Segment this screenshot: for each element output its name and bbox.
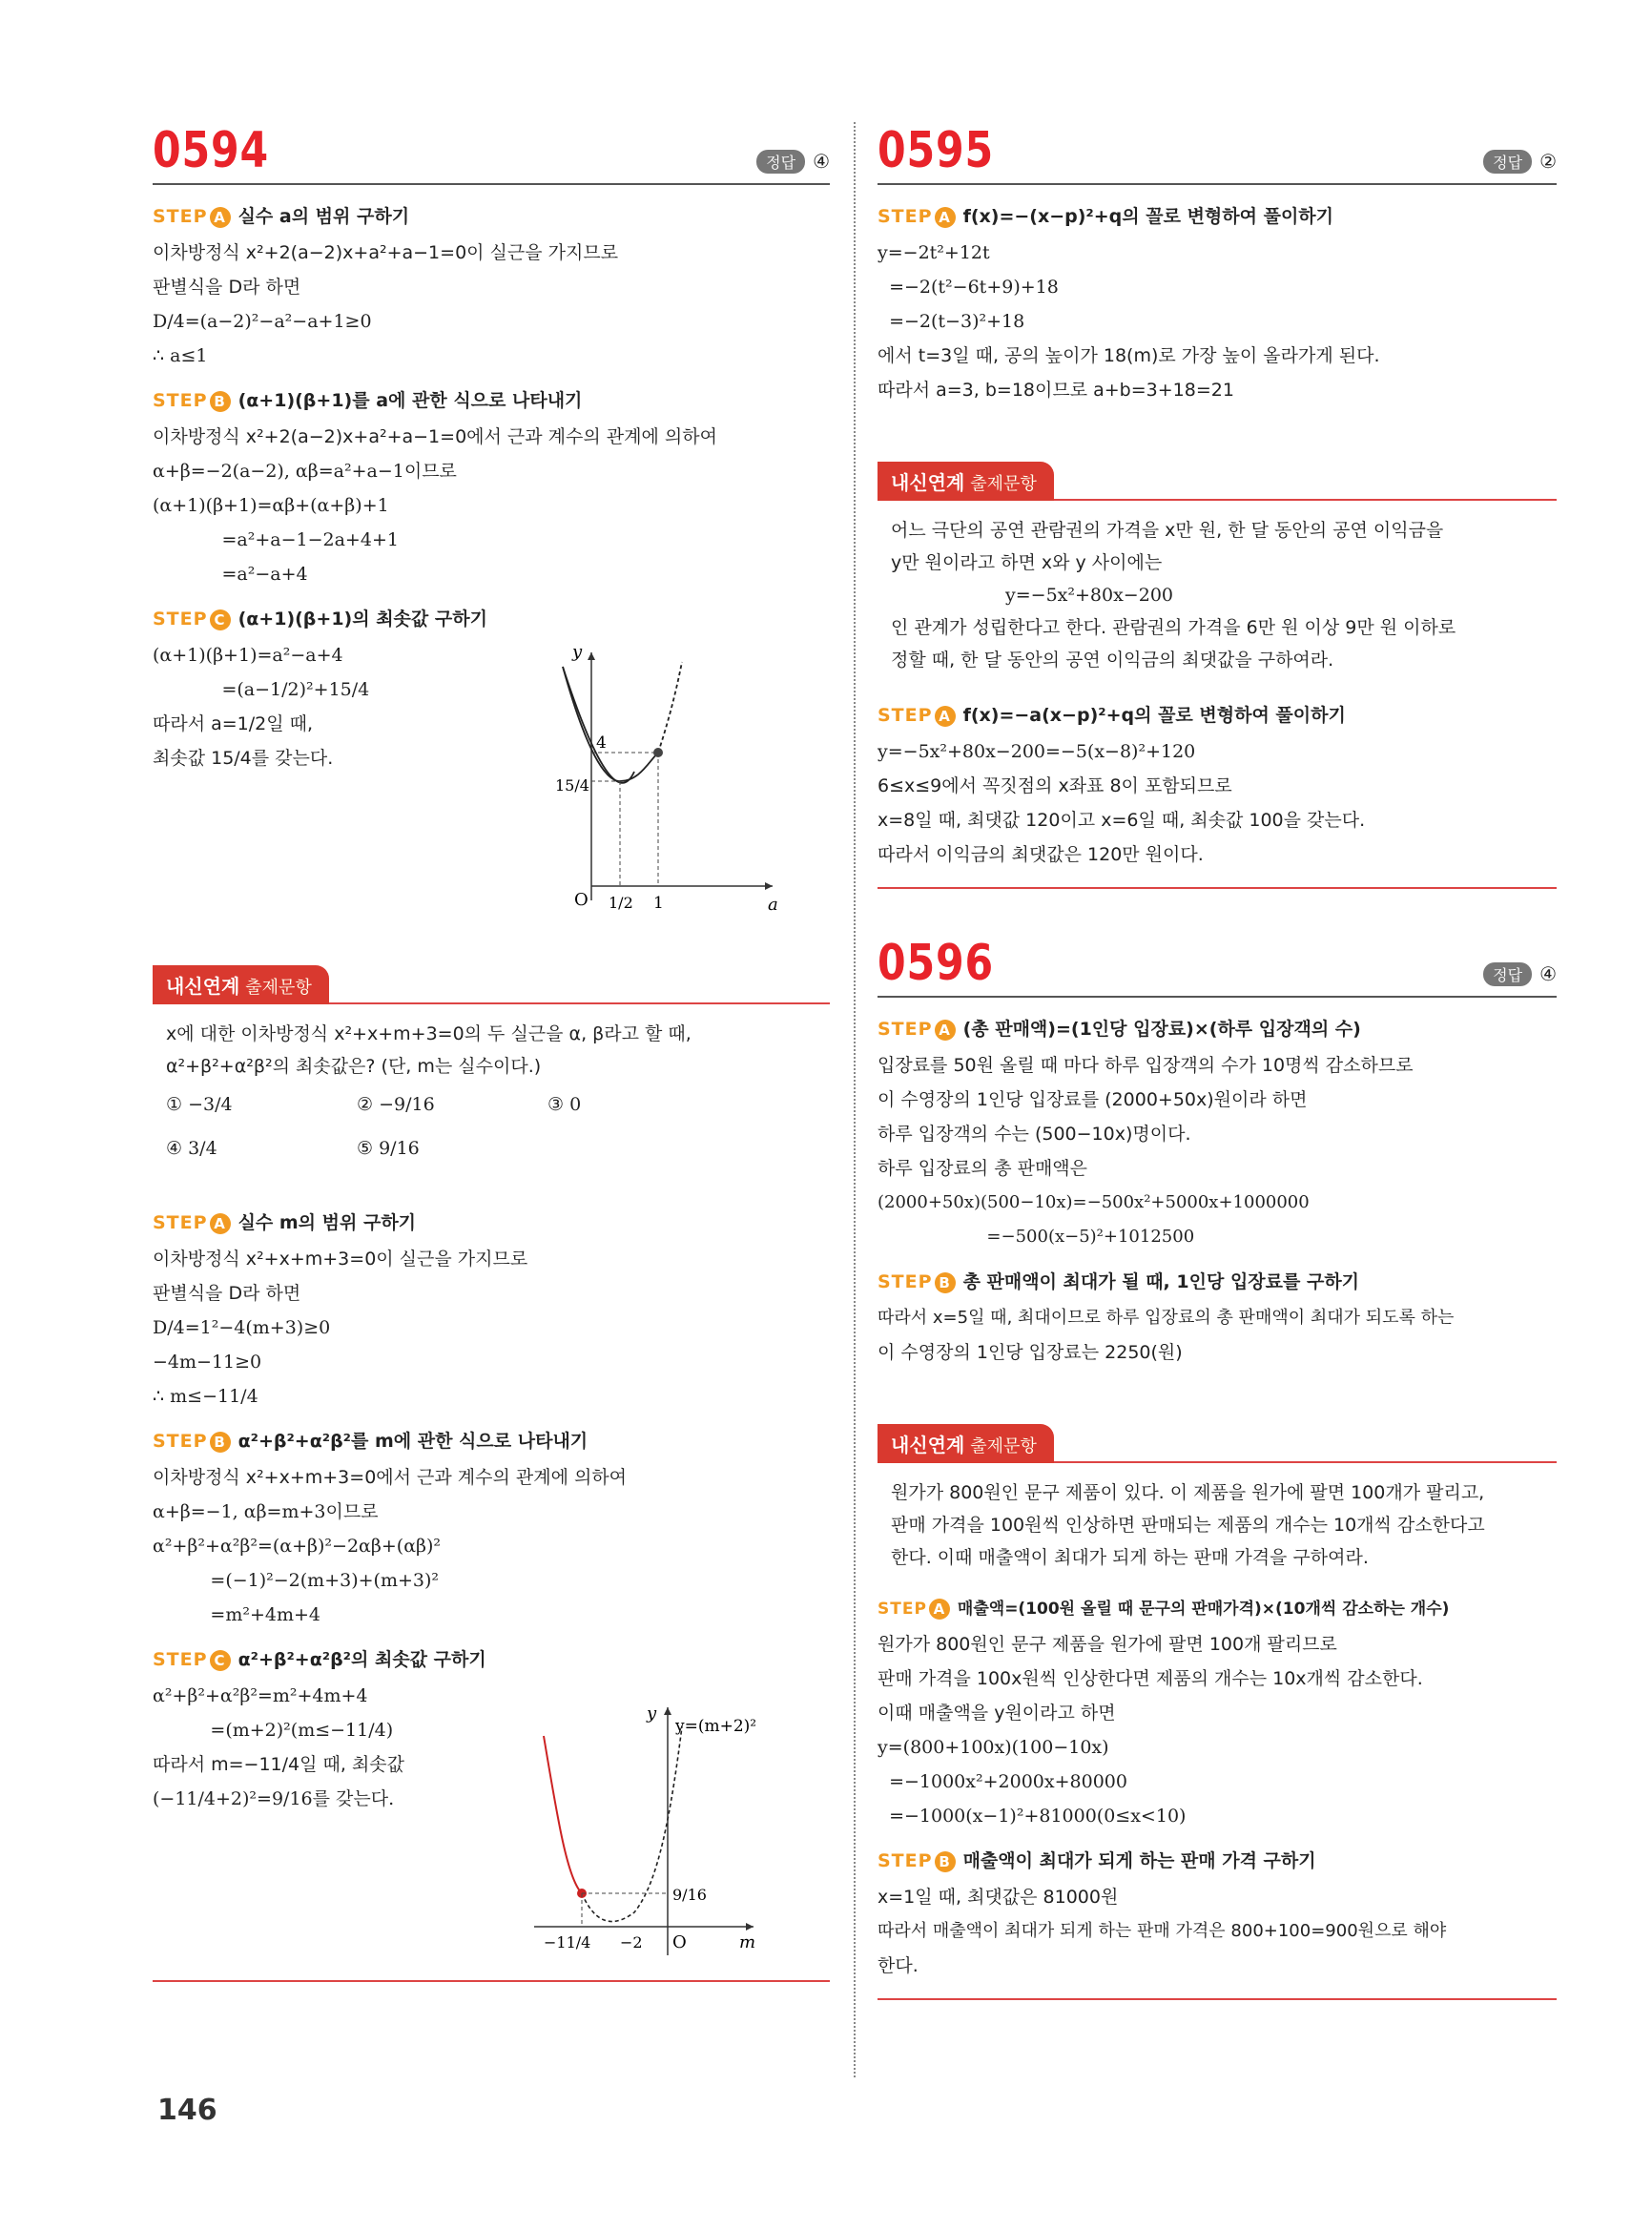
section-end-line: [153, 1980, 830, 1982]
y-axis-arrow-icon: [664, 1707, 671, 1715]
solution-line: y=−2t²+12t: [878, 242, 990, 263]
answer-choices: [153, 1083, 738, 1170]
section-end-line: [878, 1998, 1557, 2000]
solution-line: y=−5x²+80x−200=−5(x−8)²+120: [878, 741, 1196, 762]
problem-header-0594: [153, 114, 830, 185]
related-banner-right-2: 내신연계 출제문항: [878, 1417, 1557, 1463]
solution-line: 입장료를 50원 올릴 때 마다 하루 입장객의 수가 10명씩 감소하므로: [878, 1055, 1414, 1076]
solution-line: 따라서 m=−11/4일 때, 최솟값: [153, 1754, 405, 1775]
problem-line: y만 원이라고 하면 x와 y 사이에는: [891, 552, 1163, 573]
x-axis-arrow-icon: [746, 1923, 754, 1931]
solution-line: 최솟값 15/4를 갖는다.: [153, 748, 334, 769]
curve-label: y=(m+2)²: [675, 1717, 757, 1736]
solution-line: α+β=−2(a−2), αβ=a²+a−1이므로: [153, 461, 457, 482]
step-a-heading: STEP A 실수 a의 범위 구하기: [153, 206, 410, 227]
step-a-body: [878, 734, 1557, 872]
step-b-heading: STEP B (α+1)(β+1)를 a에 관한 식으로 나타내기: [153, 390, 583, 411]
solution-line: =m²+4m+4: [153, 1604, 320, 1625]
right-column: [878, 114, 1557, 2000]
solution-line: 따라서 a=1/2일 때,: [153, 713, 314, 734]
column-divider: [854, 122, 856, 2077]
step-a-body: [878, 1048, 1557, 1254]
parabola-graph-a: [553, 638, 792, 915]
problem-line: 인 관계가 성립한다고 한다. 관람권의 가격을 6만 원 이상 9만 원 이하로: [891, 617, 1456, 638]
choice-4: ④ 3/4: [166, 1138, 217, 1159]
tick-label-half: 1/2: [609, 894, 633, 912]
choice-3: ③ 0: [547, 1094, 582, 1115]
solution-line: =−1000x²+2000x+80000: [878, 1771, 1127, 1792]
solution-line: 하루 입장객의 수는 (500−10x)명이다.: [878, 1124, 1191, 1145]
curve-solid: [563, 667, 634, 783]
solution-line: =a²−a+4: [153, 564, 308, 585]
curve-dashed: [658, 662, 682, 753]
problem-line: 판매 가격을 100원씩 인상하면 판매되는 제품의 개수는 10개씩 감소한다고: [891, 1515, 1485, 1536]
solution-line: =(m+2)²(m≤−11/4): [153, 1720, 394, 1741]
related-banner-right-1: 내신연계 출제문항: [878, 455, 1557, 501]
problem-line: 한다. 이때 매출액이 최대가 되게 하는 판매 가격을 구하여라.: [891, 1547, 1369, 1568]
solution-line: =−500(x−5)²+1012500: [878, 1227, 1195, 1247]
step-b-heading: STEP B 총 판매액이 최대가 될 때, 1인당 입장료를 구하기: [878, 1271, 1360, 1292]
answer-value: ②: [1539, 150, 1557, 173]
step-b-heading: STEP B 매출액이 최대가 되게 하는 판매 가격 구하기: [878, 1850, 1316, 1871]
step-a-heading: STEP A f(x)=−(x−p)²+q의 꼴로 변형하여 풀이하기: [878, 206, 1334, 227]
solution-line: 이 수영장의 1인당 입장료는 2250(원): [878, 1342, 1183, 1363]
x-label: a: [768, 895, 778, 915]
step-a-heading: STEP A (총 판매액)=(1인당 입장료)×(하루 입장객의 수): [878, 1019, 1361, 1040]
solution-line: 이차방정식 x²+x+m+3=0에서 근과 계수의 관계에 의하여: [153, 1467, 628, 1488]
problem-line: 정할 때, 한 달 동안의 공연 이익금의 최댓값을 구하여라.: [891, 650, 1334, 671]
step-a-heading: STEP A 실수 m의 범위 구하기: [153, 1212, 417, 1233]
step-a-body: [153, 1242, 830, 1414]
solution-line: 이차방정식 x²+x+m+3=0이 실근을 가지므로: [153, 1249, 528, 1270]
solution-line: ∴ m≤−11/4: [153, 1386, 258, 1407]
step-a-body: [153, 236, 830, 373]
step-a-heading: STEP A f(x)=−a(x−p)²+q의 꼴로 변형하여 풀이하기: [878, 705, 1346, 726]
problem-line: y=−5x²+80x−200: [1005, 585, 1173, 606]
solution-line: D/4=1²−4(m+3)≥0: [153, 1317, 331, 1338]
point-marker: [653, 748, 663, 757]
related-problem: [878, 514, 1557, 676]
solution-line: 원가가 800원인 문구 제품을 원가에 팔면 100개 팔리므로: [878, 1634, 1337, 1655]
choice-2: ② −9/16: [357, 1094, 435, 1115]
solution-line: ∴ a≤1: [153, 345, 208, 366]
step-c-body: [153, 1679, 830, 1965]
solution-line: =(−1)²−2(m+3)+(m+3)²: [153, 1570, 440, 1591]
solution-line: 따라서 이익금의 최댓값은 120만 원이다.: [878, 844, 1204, 865]
page-number: 146: [157, 2094, 217, 2127]
answer-box: [1483, 150, 1557, 174]
solution-line: α²+β²+α²β²=(α+β)²−2αβ+(αβ)²: [153, 1536, 442, 1557]
solution-line: =−1000(x−1)²+81000(0≤x<10): [878, 1806, 1187, 1827]
solution-line: 이 수영장의 1인당 입장료를 (2000+50x)원이라 하면: [878, 1089, 1308, 1110]
solution-line: 판별식을 D라 하면: [153, 1283, 301, 1304]
tick-label-1: 1: [653, 894, 664, 913]
step-a-body: [878, 236, 1557, 407]
answer-value: ④: [813, 150, 830, 173]
curve-red: [544, 1736, 582, 1893]
solution-line: (2000+50x)(500−10x)=−500x²+5000x+1000000: [878, 1192, 1310, 1212]
step-b-body: [878, 1301, 1557, 1370]
step-a-heading: STEP A 매출액=(100원 올릴 때 문구의 판매가격)×(10개씩 감소하는 개수): [878, 1600, 1450, 1619]
x-label: m: [739, 1932, 756, 1952]
solution-line: 따라서 매출액이 최대가 되게 하는 판매 가격은 800+100=900원으로 해야: [878, 1921, 1447, 1941]
problem-line: 어느 극단의 공연 관람권의 가격을 x만 원, 한 달 동안의 공연 이익금을: [891, 520, 1444, 541]
solution-line: x=1일 때, 최댓값은 81000원: [878, 1887, 1119, 1908]
solution-line: 한다.: [878, 1955, 919, 1976]
choice-5: ⑤ 9/16: [357, 1138, 420, 1159]
y-label: y: [572, 642, 583, 662]
x-axis-arrow-icon: [765, 882, 773, 890]
solution-line: =a²+a−1−2a+4+1: [153, 529, 399, 550]
solution-line: 하루 입장료의 총 판매액은: [878, 1158, 1088, 1179]
solution-line: α+β=−1, αβ=m+3이므로: [153, 1501, 379, 1522]
step-c-body: [153, 638, 830, 924]
solution-line: 따라서 a=3, b=18이므로 a+b=3+18=21: [878, 380, 1234, 401]
value-label-9-16: 9/16: [672, 1886, 707, 1904]
related-problem: [878, 1476, 1557, 1574]
solution-line: D/4=(a−2)²−a²−a+1≥0: [153, 311, 372, 332]
step-b-body: [153, 1460, 830, 1632]
origin-label: O: [574, 890, 589, 910]
solution-line: (α+1)(β+1)=αβ+(α+β)+1: [153, 495, 389, 516]
origin-label: O: [672, 1932, 687, 1952]
problem-number: 0595: [878, 122, 994, 179]
problem-header-0596: [878, 927, 1557, 998]
value-label-15-4: 15/4: [555, 776, 589, 795]
problem-number: 0594: [153, 122, 269, 179]
related-problem: [153, 1018, 830, 1083]
answer-tag: 정답: [1483, 962, 1532, 986]
section-end-line: [878, 887, 1557, 889]
solution-line: x=8일 때, 최댓값 120이고 x=6일 때, 최솟값 100을 갖는다.: [878, 810, 1366, 831]
problem-number: 0596: [878, 935, 994, 992]
step-b-body: [153, 420, 830, 591]
y-axis-arrow-icon: [588, 652, 595, 660]
solution-line: 판매 가격을 100x원씩 인상한다면 제품의 개수는 10x개씩 감소한다.: [878, 1668, 1423, 1689]
solution-line: α²+β²+α²β²=m²+4m+4: [153, 1685, 368, 1706]
tick-label-11-4: −11/4: [544, 1933, 591, 1951]
solution-line: 이차방정식 x²+2(a−2)x+a²+a−1=0이 실근을 가지므로: [153, 242, 619, 263]
answer-box: [1483, 962, 1557, 986]
step-b-body: [878, 1880, 1557, 1983]
problem-header-0595: [878, 114, 1557, 185]
solution-line: (α+1)(β+1)=a²−a+4: [153, 645, 343, 666]
step-c-heading: STEP C (α+1)(β+1)의 최솟값 구하기: [153, 609, 487, 630]
answer-box: [756, 150, 830, 174]
problem-line: α²+β²+α²β²의 최솟값은? (단, m는 실수이다.): [166, 1056, 542, 1077]
solution-line: −4m−11≥0: [153, 1352, 262, 1373]
parabola-graph-m: [525, 1698, 811, 1965]
left-column: [153, 114, 830, 1982]
solution-line: =−2(t−3)²+18: [878, 311, 1025, 332]
step-a-body: [878, 1627, 1557, 1833]
answer-tag: 정답: [756, 150, 805, 174]
solution-line: 이때 매출액을 y원이라고 하면: [878, 1703, 1116, 1724]
solution-line: =(a−1/2)²+15/4: [153, 679, 370, 700]
tick-label-m2: −2: [620, 1933, 643, 1951]
answer-value: ④: [1539, 962, 1557, 985]
solution-line: 6≤x≤9에서 꼭짓점의 x좌표 8이 포함되므로: [878, 775, 1232, 796]
value-label-4: 4: [596, 733, 607, 753]
problem-line: 원가가 800원인 문구 제품이 있다. 이 제품을 원가에 팔면 100개가 팔리고,: [891, 1482, 1485, 1503]
answer-tag: 정답: [1483, 150, 1532, 174]
solution-line: y=(800+100x)(100−10x): [878, 1737, 1109, 1758]
solution-line: 따라서 x=5일 때, 최대이므로 하루 입장료의 총 판매액이 최대가 되도록 하는: [878, 1308, 1455, 1328]
y-label: y: [647, 1703, 657, 1724]
solution-line: =−2(t²−6t+9)+18: [878, 277, 1059, 298]
problem-line: x에 대한 이차방정식 x²+x+m+3=0의 두 실근을 α, β라고 할 때,: [166, 1023, 692, 1044]
step-c-heading: STEP C α²+β²+α²β²의 최솟값 구하기: [153, 1649, 486, 1670]
solution-line: (−11/4+2)²=9/16를 갖는다.: [153, 1788, 395, 1809]
solution-line: 이차방정식 x²+2(a−2)x+a²+a−1=0에서 근과 계수의 관계에 의하여: [153, 426, 717, 447]
solution-line: 에서 t=3일 때, 공의 높이가 18(m)로 가장 높이 올라가게 된다.: [878, 345, 1380, 366]
related-banner-left: 내신연계 출제문항: [153, 959, 830, 1004]
choice-1: ① −3/4: [166, 1094, 233, 1115]
solution-line: 판별식을 D라 하면: [153, 277, 301, 298]
step-b-heading: STEP B α²+β²+α²β²를 m에 관한 식으로 나타내기: [153, 1431, 589, 1452]
curve-main: [563, 667, 658, 781]
